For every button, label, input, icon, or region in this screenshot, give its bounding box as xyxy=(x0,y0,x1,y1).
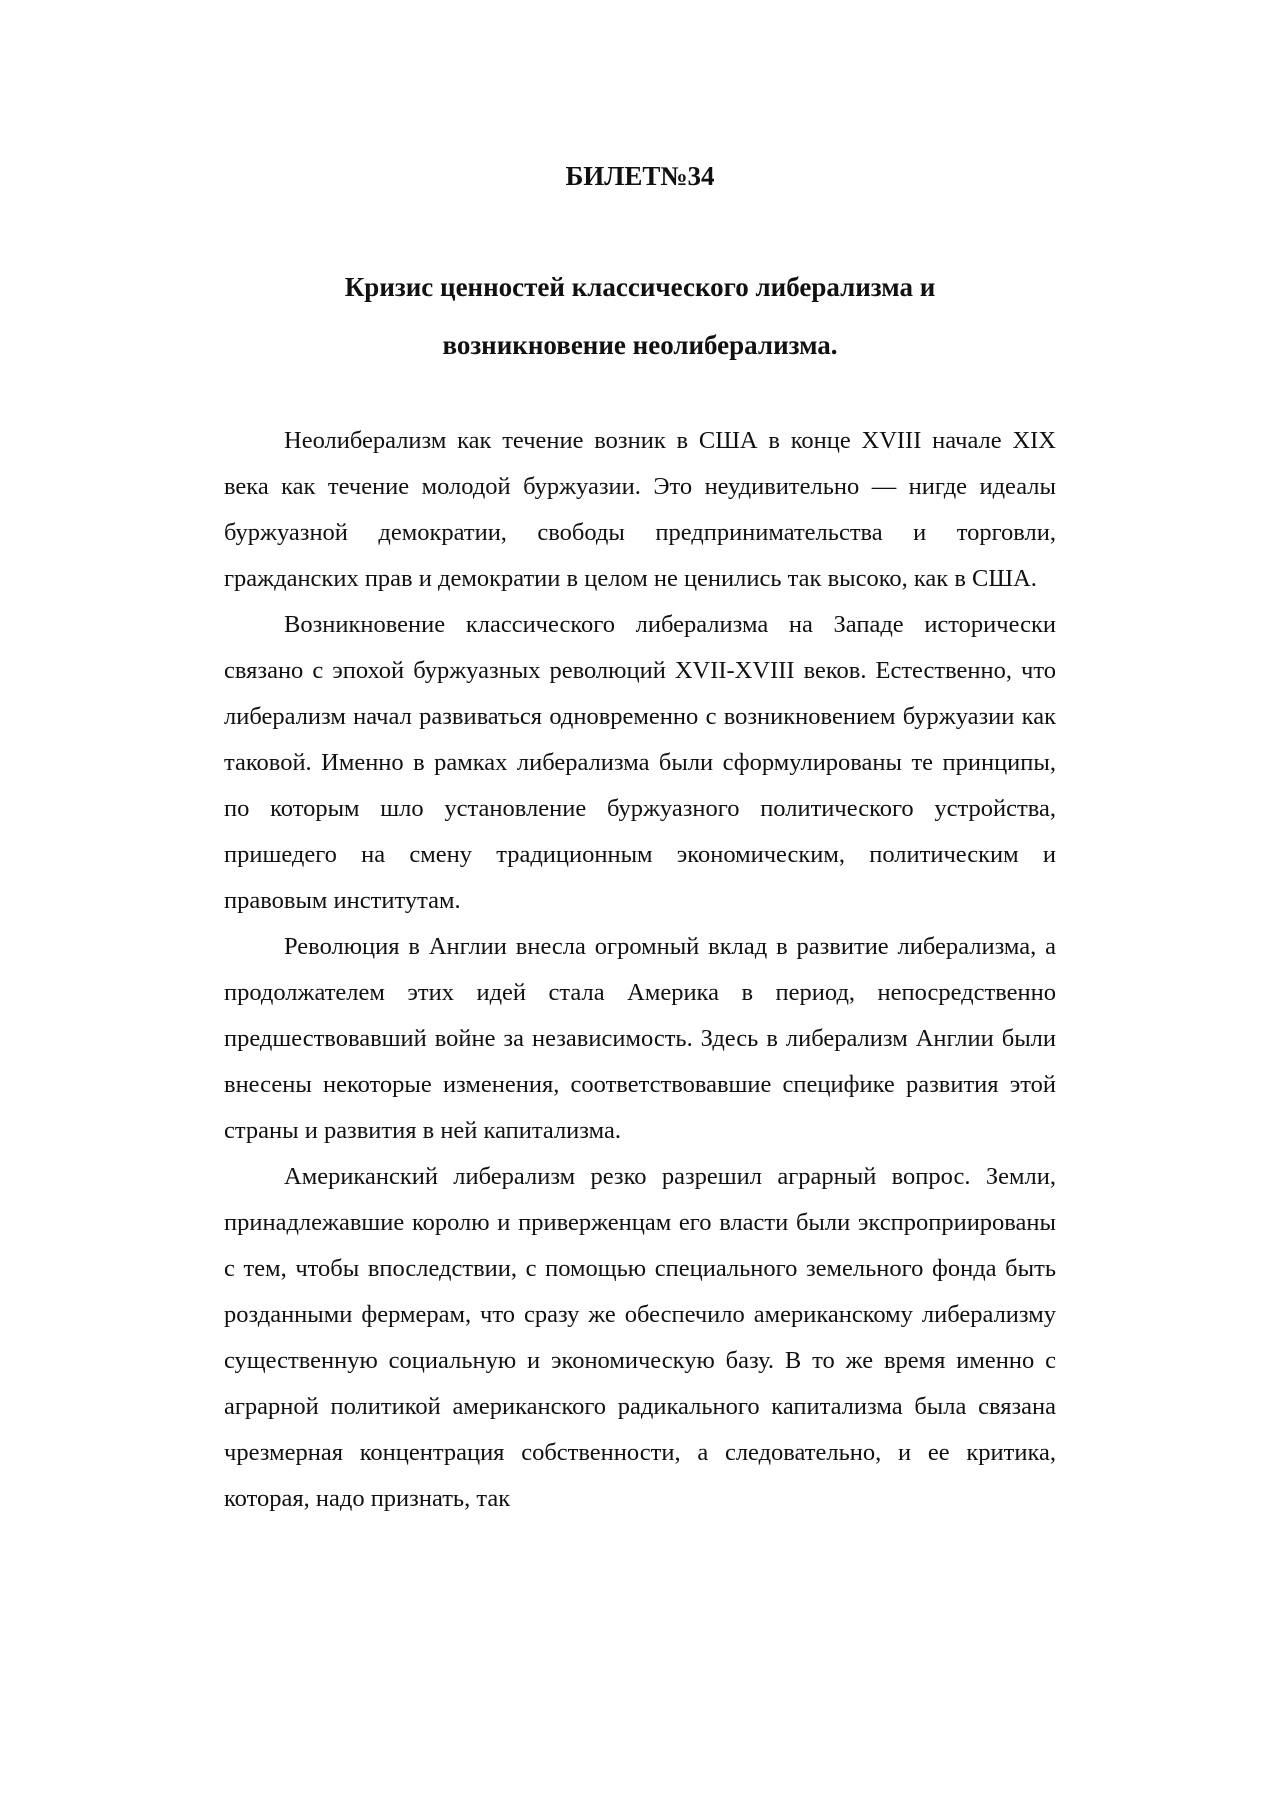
paragraph-2: Возникновение классического либерализма на Западе исторически связано с эпохой буржуазных революций XVII-XVIII веков. Естественно, что либерализм начал развиваться одновременно с возникновением буржуазии как таковой. Именно в рамках либерализма были сформулированы те принципы, по которым шло установление буржуазного политического устройства, пришедего на смену традиционным экономическим, политическим и правовым институтам. xyxy=(224,611,1056,914)
document-body xyxy=(224,418,1056,1522)
paragraph-3: Революция в Англии внесла огромный вклад в развитие либерализма, а продолжателем этих идей стала Америка в период, непосредственно предшествовавший войне за независимость. Здесь в либерализм Англии были внесены некоторые изменения, соответствовавшие специфике развития этой страны и развития в ней капитализма. xyxy=(224,933,1056,1144)
ticket-number: БИЛЕТ№34 xyxy=(565,161,715,191)
paragraph-1: Неолиберализм как течение возник в США в конце XVIII начале XIX века как течение молодой буржуазии. Это неудивительно — нигде идеалы буржуазной демократии, свободы предпринимательства и торговли, гражданских прав и демократии в целом не ценились так высоко, как в США. xyxy=(224,427,1056,592)
title-line-2: возникновение неолиберализма. xyxy=(442,330,838,360)
document-title xyxy=(224,258,1056,374)
title-line-1: Кризис ценностей классического либерализма и xyxy=(344,272,936,302)
paragraph-4: Американский либерализм резко разрешил аграрный вопрос. Земли, принадлежавшие королю и приверженцам его власти были экспроприированы с тем, чтобы впоследствии, с помощью специального земельного фонда быть розданными фермерам, что сразу же обеспечило американскому либерализму существенную социальную и экономическую базу. В то же время именно с аграрной политикой американского радикального капитализма была связана чрезмерная концентрация собственности, а следовательно, и ее критика, которая, надо признать, так xyxy=(224,1163,1056,1512)
